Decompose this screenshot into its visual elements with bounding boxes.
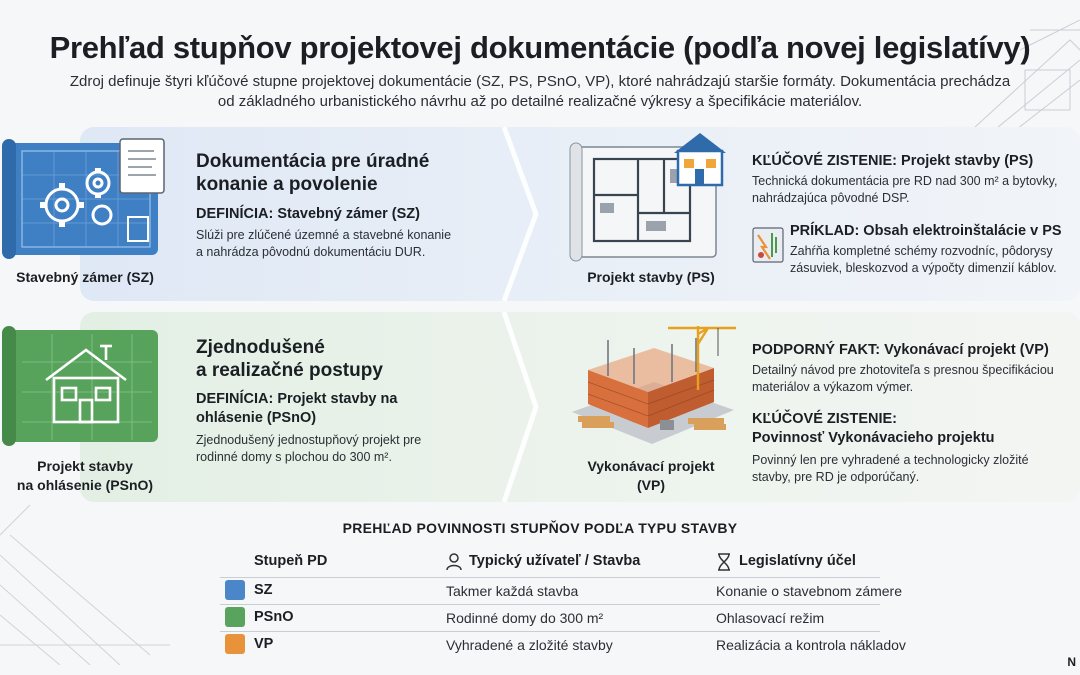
text-line: stavby, pre RD je odporúčaný. (752, 470, 920, 484)
text-line: a nahrádza pôvodnú dokumentáciu DUR. (196, 245, 426, 259)
column-header: Stupeň PD (254, 553, 328, 569)
stage-caption: Projekt stavby (PS) (587, 269, 715, 285)
stage-caption (566, 457, 736, 495)
text-line: nahrádzajúca pôvodné DSP. (752, 191, 910, 205)
fact-text (752, 362, 1054, 396)
subtitle-line: Zdroj definuje štyri kľúčové stupne projektovej dokumentácie (SZ, PS, PSnO, VP), ktoré nahrádzajú staršie formáty. Dokumentácia prechádza (69, 73, 1011, 90)
caption-line: na ohlásenie (PSnO) (16, 477, 154, 493)
chevron-arrow-icon (500, 127, 540, 301)
table-cell-purpose: Ohlasovací režim (716, 610, 825, 626)
blueprint-gears-icon (225, 580, 245, 600)
subtitle-line: od základného urbanistického návrhu až po detailné realizačné výkresy a špecifikácie materiálov. (217, 93, 863, 110)
page-subtitle (60, 72, 1020, 112)
table-title: PREHĽAD POVINNOSTI STUPŇOV PODĽA TYPU STAVBY (342, 520, 738, 536)
definition-title (196, 390, 397, 428)
caption-line: Vykonávací projekt (587, 458, 715, 474)
table-divider (220, 577, 880, 578)
table-cell-purpose: Konanie o stavebnom zámere (716, 583, 902, 599)
table-cell-code: VP (254, 636, 274, 652)
text-line: materiálov a výkazom výmer. (752, 380, 914, 394)
text-line: rodinné domy s plochou do 300 m². (196, 450, 392, 464)
definition-title: DEFINÍCIA: Stavebný zámer (SZ) (196, 206, 420, 222)
table-cell-code: SZ (254, 582, 273, 598)
table-divider (220, 604, 880, 605)
title-line: KĽÚČOVÉ ZISTENIE: (752, 411, 898, 427)
text-line: Povinný len pre vyhradené a technologicky zložité (752, 453, 1029, 467)
house-blueprint-icon (2, 322, 170, 450)
definition-text (196, 432, 421, 466)
table-cell-user: Takmer každá stavba (446, 583, 579, 599)
brand-logo: N (1067, 655, 1076, 669)
stage-caption: Stavebný zámer (SZ) (16, 269, 154, 285)
table-cell-user: Vyhradené a zložité stavby (446, 637, 613, 653)
hourglass-icon (716, 553, 732, 571)
text-line: Zjednodušený jednostupňový projekt pre (196, 433, 422, 447)
table-divider (220, 631, 880, 632)
heading-line: a realizačné postupy (196, 360, 383, 381)
caption-line: Projekt stavby (37, 458, 133, 474)
heading-line: Zjednodušené (196, 337, 325, 358)
blueprint-gears-icon (2, 133, 170, 265)
page-title: Prehľad stupňov projektovej dokumentácie (podľa novej legislatívy) (49, 30, 1031, 65)
heading-line: Dokumentácia pre úradné (196, 151, 430, 172)
finding-text (752, 173, 1057, 207)
heading-line: konanie a povolenie (196, 174, 378, 195)
definition-text (196, 227, 451, 261)
title-line: DEFINÍCIA: Projekt stavby na (196, 391, 398, 407)
fact-title: PODPORNÝ FAKT: Vykonávací projekt (VP) (752, 342, 1049, 358)
text-line: zásuviek, bleskozvod a výpočty dimenzií káblov. (790, 261, 1057, 275)
section-heading (196, 150, 429, 196)
construction-site-icon (568, 320, 738, 452)
house-blueprint-icon (225, 607, 245, 627)
construction-site-icon (225, 634, 245, 654)
title-line: Povinnosť Vykonávacieho projektu (752, 430, 995, 446)
column-header: Legislatívny účel (739, 553, 856, 569)
caption-line: (VP) (637, 477, 665, 493)
text-line: Zahŕňa kompletné schémy rozvodníc, pôdorysy (790, 244, 1053, 258)
table-cell-user: Rodinné domy do 300 m² (446, 610, 604, 626)
person-icon (446, 553, 462, 571)
text-line: Detailný návod pre zhotoviteľa s presnou špecifikáciou (752, 363, 1054, 377)
electric-plan-icon (752, 227, 784, 263)
text-line: Slúži pre zlúčené územné a stavebné konanie (196, 228, 452, 242)
example-title: PRÍKLAD: Obsah elektroinštalácie v PS (790, 223, 1062, 239)
table-cell-purpose: Realizácia a kontrola nákladov (716, 637, 906, 653)
table-cell-code: PSnO (254, 609, 294, 625)
finding-title: KĽÚČOVÉ ZISTENIE: Projekt stavby (PS) (752, 153, 1034, 169)
title-line: ohlásenie (PSnO) (196, 410, 317, 426)
text-line: Technická dokumentácia pre RD nad 300 m² a bytovky, (752, 174, 1058, 188)
finding-text (752, 452, 1029, 486)
chevron-arrow-icon (500, 312, 540, 502)
column-header: Typický užívateľ / Stavba (469, 553, 641, 569)
floor-plan-house-icon (568, 133, 736, 265)
section-heading (196, 336, 383, 382)
example-text (790, 243, 1057, 277)
stage-caption (0, 457, 170, 495)
finding-title (752, 410, 995, 448)
